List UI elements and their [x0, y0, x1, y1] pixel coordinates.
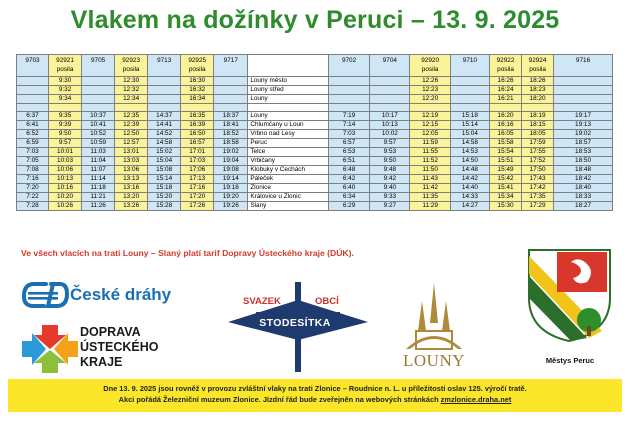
- train-note: posila: [497, 66, 514, 73]
- departure-time: 15:04: [148, 157, 181, 166]
- peruc-label: Městys Peruc: [545, 356, 595, 365]
- departure-time: 12:26: [410, 77, 450, 86]
- departure-time: 9:30: [49, 77, 82, 86]
- station-name: Louny město: [248, 77, 329, 86]
- departure-time: 9:50: [49, 130, 82, 139]
- departure-time: 10:41: [82, 121, 115, 130]
- departure-time: 9:35: [49, 112, 82, 121]
- timetable-row: [17, 148, 613, 157]
- station-name: Vrbno nad Lesy: [248, 130, 329, 139]
- timetable-header-row: [17, 55, 613, 77]
- departure-time: [17, 86, 49, 95]
- train-number: 92924: [528, 57, 547, 64]
- duk-line-3: KRAJE: [80, 355, 123, 369]
- departure-time: 15:18: [450, 112, 489, 121]
- train-number: 9713: [157, 57, 172, 64]
- departure-time: 12:57: [115, 139, 148, 148]
- separator-cell: [115, 104, 148, 112]
- departure-time: 10:17: [370, 112, 410, 121]
- departure-time: 9:32: [49, 86, 82, 95]
- departure-time: 16:05: [490, 130, 522, 139]
- departure-time: 11:26: [82, 202, 115, 211]
- departure-time: 10:16: [49, 184, 82, 193]
- train-number: 9703: [25, 57, 40, 64]
- departure-time: 10:59: [82, 139, 115, 148]
- departure-time: 19:02: [554, 130, 613, 139]
- departure-time: 15:14: [148, 175, 181, 184]
- departure-time: 6:48: [328, 166, 369, 175]
- departure-time: 19:17: [554, 112, 613, 121]
- duk-arrows-icon: [20, 323, 80, 375]
- train-number-cell: [410, 55, 450, 77]
- departure-time: [370, 77, 410, 86]
- departure-time: 10:52: [82, 130, 115, 139]
- departure-time: 11:18: [82, 184, 115, 193]
- departure-time: 19:08: [214, 166, 248, 175]
- page-title: Vlakem na dožínky v Peruci – 13. 9. 2025: [70, 6, 560, 34]
- departure-time: 12:39: [115, 121, 148, 130]
- departure-time: 18:33: [554, 193, 613, 202]
- departure-time: 12:34: [115, 95, 148, 104]
- departure-time: 10:02: [370, 130, 410, 139]
- train-number-cell: [148, 55, 181, 77]
- departure-time: 13:03: [115, 157, 148, 166]
- departure-time: 10:01: [49, 148, 82, 157]
- station-name: Páleček: [248, 175, 329, 184]
- departure-time: 19:14: [214, 175, 248, 184]
- train-number: 92925: [188, 57, 207, 64]
- departure-time: 17:42: [522, 184, 554, 193]
- departure-time: 6:53: [328, 148, 369, 157]
- departure-time: 19:18: [214, 184, 248, 193]
- separator-cell: [214, 104, 248, 112]
- ceske-drahy-label: České dráhy: [70, 285, 172, 304]
- svazek-label: SVAZEK: [243, 296, 281, 307]
- departure-time: 16:26: [490, 77, 522, 86]
- departure-time: 17:20: [181, 193, 214, 202]
- departure-time: 12:20: [410, 95, 450, 104]
- departure-time: 19:26: [214, 202, 248, 211]
- departure-time: 17:26: [181, 202, 214, 211]
- departure-time: 10:13: [370, 121, 410, 130]
- timetable-row: [17, 130, 613, 139]
- departure-time: 14:41: [148, 121, 181, 130]
- separator-cell: [490, 104, 522, 112]
- departure-time: 10:03: [49, 157, 82, 166]
- train-number: 9702: [341, 57, 357, 64]
- departure-time: 9:48: [370, 166, 410, 175]
- separator-cell: [522, 104, 554, 112]
- departure-time: 14:50: [450, 157, 489, 166]
- departure-time: 9:57: [49, 139, 82, 148]
- departure-time: 17:29: [522, 202, 554, 211]
- train-number-cell: [328, 55, 369, 77]
- departure-time: [148, 86, 181, 95]
- train-note: posila: [56, 66, 74, 73]
- departure-time: 11:07: [82, 166, 115, 175]
- timetable-row: [17, 193, 613, 202]
- departure-time: 12:32: [115, 86, 148, 95]
- separator-cell: [370, 104, 410, 112]
- departure-time: 17:03: [181, 157, 214, 166]
- departure-time: 17:55: [522, 148, 554, 157]
- departure-time: 15:58: [490, 139, 522, 148]
- departure-time: 9:57: [370, 139, 410, 148]
- departure-time: 6:59: [17, 139, 49, 148]
- departure-time: 12:19: [410, 112, 450, 121]
- departure-time: 9:40: [370, 184, 410, 193]
- departure-time: 11:03: [82, 148, 115, 157]
- departure-time: 14:53: [450, 148, 489, 157]
- timetable-row: [17, 157, 613, 166]
- departure-time: [554, 77, 613, 86]
- departure-time: 6:57: [328, 139, 369, 148]
- train-number: 92922: [496, 57, 515, 64]
- departure-time: 11:55: [410, 148, 450, 157]
- departure-time: 9:33: [370, 193, 410, 202]
- departure-time: 7:28: [17, 202, 49, 211]
- departure-time: [554, 95, 613, 104]
- departure-time: [370, 86, 410, 95]
- departure-time: 12:15: [410, 121, 450, 130]
- departure-time: 10:20: [49, 193, 82, 202]
- peruc-coat-of-arms-icon: [527, 248, 612, 343]
- train-number: 9710: [462, 57, 477, 64]
- station-name: Louny: [248, 112, 329, 121]
- departure-time: 18:53: [554, 148, 613, 157]
- notice-line-2-text: Akci pořádá Železniční muzeum Zlonice. Jízdní řád bude zveřejněn na webových stránkách: [118, 395, 439, 404]
- departure-time: 10:06: [49, 166, 82, 175]
- departure-time: 11:42: [410, 184, 450, 193]
- departure-time: 15:34: [490, 193, 522, 202]
- departure-time: 11:35: [410, 193, 450, 202]
- departure-time: 18:27: [554, 202, 613, 211]
- departure-time: 11:21: [82, 193, 115, 202]
- departure-time: 18:42: [554, 175, 613, 184]
- departure-time: 14:37: [148, 112, 181, 121]
- separator-cell: [49, 104, 82, 112]
- separator-cell: [82, 104, 115, 112]
- departure-time: 7:03: [328, 130, 369, 139]
- departure-time: 12:05: [410, 130, 450, 139]
- departure-time: 17:59: [522, 139, 554, 148]
- separator-cell: [248, 104, 329, 112]
- train-number-cell: [370, 55, 410, 77]
- departure-time: 14:27: [450, 202, 489, 211]
- departure-time: 18:41: [214, 121, 248, 130]
- departure-time: 17:52: [522, 157, 554, 166]
- departure-time: 15:41: [490, 184, 522, 193]
- departure-time: 15:14: [450, 121, 489, 130]
- train-note: posila: [529, 66, 546, 73]
- train-number: 92921: [56, 57, 74, 64]
- obci-label: OBCÍ: [315, 296, 339, 307]
- departure-time: 18:26: [522, 77, 554, 86]
- timetable: [16, 54, 613, 211]
- special-trains-notice: [8, 379, 622, 412]
- departure-time: 18:05: [522, 130, 554, 139]
- departure-time: 17:01: [181, 148, 214, 157]
- station-name: Louny střed: [248, 86, 329, 95]
- departure-time: 6:51: [328, 157, 369, 166]
- departure-time: 6:42: [328, 175, 369, 184]
- departure-time: 15:49: [490, 166, 522, 175]
- departure-time: [450, 77, 489, 86]
- station-name: Vrbičany: [248, 157, 329, 166]
- departure-time: [370, 95, 410, 104]
- departure-time: 11:52: [410, 157, 450, 166]
- tariff-note: Ve všech vlacích na trati Louny – Slaný platí tarif Dopravy Ústeckého kraje (DÚK).: [21, 248, 354, 258]
- station-name: Zlonice: [248, 184, 329, 193]
- departure-time: 7:05: [17, 157, 49, 166]
- departure-time: 9:42: [370, 175, 410, 184]
- separator-cell: [181, 104, 214, 112]
- departure-time: 12:30: [115, 77, 148, 86]
- train-number-cell: [214, 55, 248, 77]
- departure-time: 7:20: [17, 184, 49, 193]
- separator-cell: [410, 104, 450, 112]
- departure-time: 7:14: [328, 121, 369, 130]
- departure-time: 16:24: [490, 86, 522, 95]
- departure-time: 16:20: [490, 112, 522, 121]
- departure-time: 10:26: [49, 202, 82, 211]
- departure-time: [328, 95, 369, 104]
- departure-time: 11:14: [82, 175, 115, 184]
- departure-time: 15:54: [490, 148, 522, 157]
- departure-time: 17:06: [181, 166, 214, 175]
- departure-time: 6:41: [17, 121, 49, 130]
- train-number-cell: [248, 55, 329, 77]
- departure-time: 7:16: [17, 175, 49, 184]
- separator-cell: [148, 104, 181, 112]
- departure-time: 11:43: [410, 175, 450, 184]
- departure-time: 18:40: [554, 184, 613, 193]
- notice-line-1: Dne 13. 9. 2025 jsou rovněž v provozu zvláštní vlaky na trati Zlonice – Roudnice n. L. u příležitosti oslav 125. výročí tratě.: [103, 384, 527, 393]
- departure-time: 11:04: [82, 157, 115, 166]
- station-name: Chlumčany u Loun: [248, 121, 329, 130]
- departure-time: 13:20: [115, 193, 148, 202]
- departure-time: [328, 77, 369, 86]
- train-number-cell: [17, 55, 49, 77]
- duk-line-1: DOPRAVA: [80, 325, 141, 339]
- departure-time: 18:37: [214, 112, 248, 121]
- departure-time: 15:20: [148, 193, 181, 202]
- departure-time: 6:34: [328, 193, 369, 202]
- departure-time: 14:48: [450, 166, 489, 175]
- departure-time: 19:02: [214, 148, 248, 157]
- departure-time: 17:50: [522, 166, 554, 175]
- departure-time: 15:02: [148, 148, 181, 157]
- departure-time: 15:04: [450, 130, 489, 139]
- train-number-cell: [181, 55, 214, 77]
- departure-time: 9:39: [49, 121, 82, 130]
- departure-time: 18:19: [522, 112, 554, 121]
- departure-time: 6:52: [17, 130, 49, 139]
- departure-time: 15:42: [490, 175, 522, 184]
- timetable-row: [17, 202, 613, 211]
- departure-time: 17:43: [522, 175, 554, 184]
- departure-time: [450, 86, 489, 95]
- louny-label: LOUNY: [403, 351, 465, 370]
- departure-time: 19:13: [554, 121, 613, 130]
- departure-time: 11:59: [410, 139, 450, 148]
- departure-time: 18:58: [214, 139, 248, 148]
- departure-time: 14:58: [148, 139, 181, 148]
- departure-time: [148, 95, 181, 104]
- departure-time: 10:37: [82, 112, 115, 121]
- departure-time: 12:23: [410, 86, 450, 95]
- train-number-cell: [82, 55, 115, 77]
- departure-time: 9:50: [370, 157, 410, 166]
- departure-time: 13:06: [115, 166, 148, 175]
- train-number: 92923: [122, 57, 141, 64]
- station-name: Královice u Zlonic: [248, 193, 329, 202]
- timetable-row: [17, 139, 613, 148]
- train-note: posila: [188, 66, 206, 73]
- departure-time: 6:29: [328, 202, 369, 211]
- departure-time: 15:28: [148, 202, 181, 211]
- train-number-cell: [554, 55, 613, 77]
- departure-time: [17, 95, 49, 104]
- departure-time: 13:26: [115, 202, 148, 211]
- departure-time: 11:50: [410, 166, 450, 175]
- departure-time: 16:39: [181, 121, 214, 130]
- station-name: Peruc: [248, 139, 329, 148]
- departure-time: 16:35: [181, 112, 214, 121]
- departure-time: [214, 95, 248, 104]
- departure-time: 9:53: [370, 148, 410, 157]
- separator-cell: [17, 104, 49, 112]
- timetable-row-louny-branch: [17, 86, 613, 95]
- departure-time: 18:57: [554, 139, 613, 148]
- departure-time: 18:48: [554, 166, 613, 175]
- departure-time: 13:16: [115, 184, 148, 193]
- separator-cell: [328, 104, 369, 112]
- timetable-row-louny-branch: [17, 77, 613, 86]
- departure-time: 7:22: [17, 193, 49, 202]
- departure-time: 14:58: [450, 139, 489, 148]
- departure-time: 18:50: [554, 157, 613, 166]
- departure-time: 15:30: [490, 202, 522, 211]
- timetable-row: [17, 121, 613, 130]
- station-name: Louny: [248, 95, 329, 104]
- departure-time: 14:52: [148, 130, 181, 139]
- departure-time: 17:13: [181, 175, 214, 184]
- timetable-row: [17, 166, 613, 175]
- departure-time: 12:50: [115, 130, 148, 139]
- departure-time: 16:21: [490, 95, 522, 104]
- train-number: 9717: [223, 57, 238, 64]
- separator-cell: [450, 104, 489, 112]
- station-name: Klobuky v Čechách: [248, 166, 329, 175]
- departure-time: [148, 77, 181, 86]
- departure-time: 18:15: [522, 121, 554, 130]
- departure-time: 19:20: [214, 193, 248, 202]
- departure-time: 16:30: [181, 77, 214, 86]
- departure-time: [214, 77, 248, 86]
- departure-time: 13:13: [115, 175, 148, 184]
- departure-time: 7:19: [328, 112, 369, 121]
- train-number-cell: [450, 55, 489, 77]
- departure-time: 16:57: [181, 139, 214, 148]
- departure-time: 6:40: [328, 184, 369, 193]
- departure-time: 16:50: [181, 130, 214, 139]
- train-number-cell: [490, 55, 522, 77]
- station-name: Telce: [248, 148, 329, 157]
- departure-time: 16:34: [181, 95, 214, 104]
- departure-time: [328, 86, 369, 95]
- stodesitka-label: STODESÍTKA: [259, 317, 331, 329]
- train-number: 9704: [382, 57, 397, 64]
- duk-label: [80, 325, 158, 370]
- departure-time: 9:34: [49, 95, 82, 104]
- timetable-row: [17, 184, 613, 193]
- train-number: 92920: [421, 57, 440, 64]
- separator-cell: [554, 104, 613, 112]
- train-number-cell: [522, 55, 554, 77]
- departure-time: 19:04: [214, 157, 248, 166]
- train-number: 9705: [90, 57, 106, 64]
- departure-time: 11:29: [410, 202, 450, 211]
- duk-line-2: ÚSTECKÉHO: [80, 340, 159, 354]
- departure-time: 6:37: [17, 112, 49, 121]
- departure-time: [554, 86, 613, 95]
- notice-line-2: [8, 394, 622, 405]
- departure-time: 16:32: [181, 86, 214, 95]
- departure-time: [17, 77, 49, 86]
- train-number-cell: [115, 55, 148, 77]
- departure-time: 17:16: [181, 184, 214, 193]
- departure-time: 14:42: [450, 175, 489, 184]
- departure-time: 18:20: [522, 95, 554, 104]
- departure-time: 17:35: [522, 193, 554, 202]
- departure-time: 18:52: [214, 130, 248, 139]
- departure-time: [450, 95, 489, 104]
- departure-time: [214, 86, 248, 95]
- departure-time: [82, 86, 115, 95]
- departure-time: 10:13: [49, 175, 82, 184]
- departure-time: 15:18: [148, 184, 181, 193]
- train-note: posila: [421, 66, 439, 73]
- museum-website-link[interactable]: zmzlonice.draha.net: [440, 395, 512, 404]
- departure-time: 18:23: [522, 86, 554, 95]
- departure-time: 15:08: [148, 166, 181, 175]
- train-number: 9716: [575, 57, 591, 64]
- timetable-row: [17, 112, 613, 121]
- departure-time: 7:03: [17, 148, 49, 157]
- departure-time: 16:16: [490, 121, 522, 130]
- timetable-row: [17, 175, 613, 184]
- departure-time: 7:08: [17, 166, 49, 175]
- departure-time: 14:33: [450, 193, 489, 202]
- departure-time: [82, 77, 115, 86]
- departure-time: 12:35: [115, 112, 148, 121]
- departure-time: 15:51: [490, 157, 522, 166]
- station-name: Slaný: [248, 202, 329, 211]
- departure-time: 14:40: [450, 184, 489, 193]
- train-number-cell: [49, 55, 82, 77]
- train-note: posila: [122, 66, 140, 73]
- timetable-separator-row: [17, 104, 613, 112]
- departure-time: 9:27: [370, 202, 410, 211]
- timetable-row-louny-branch: [17, 95, 613, 104]
- departure-time: [82, 95, 115, 104]
- departure-time: 13:01: [115, 148, 148, 157]
